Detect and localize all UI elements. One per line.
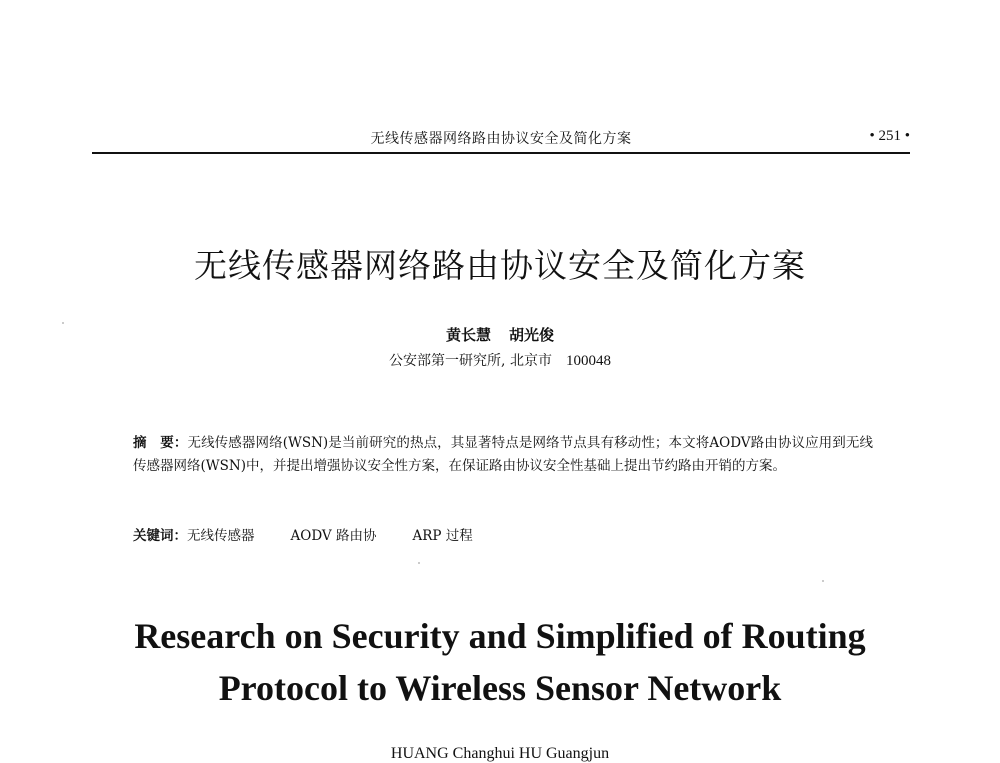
scan-speck — [62, 322, 64, 324]
english-title-line: Research on Security and Simplified of Routing — [134, 616, 866, 656]
postcode: 100048 — [565, 353, 611, 369]
running-header — [92, 126, 910, 154]
scan-speck — [822, 580, 824, 582]
keyword: AODV 路由协 — [290, 528, 377, 544]
abstract-label: 摘 要： — [133, 435, 188, 451]
chinese-authors — [0, 324, 1000, 345]
author-name: 黄长慧 — [445, 326, 491, 344]
scan-speck — [418, 562, 420, 564]
page-number: • 251 • — [869, 128, 910, 144]
english-title-line: Protocol to Wireless Sensor Network — [218, 668, 782, 708]
chinese-affiliation — [0, 350, 1000, 370]
keyword: 无线传感器 — [187, 528, 255, 544]
english-title — [0, 610, 1000, 714]
keywords-label: 关键词： — [133, 528, 187, 544]
author-name: 胡光俊 — [509, 326, 555, 344]
chinese-title: 无线传感器网络路由协议安全及简化方案 — [194, 246, 806, 285]
running-title: 无线传感器网络路由协议安全及简化方案 — [370, 131, 632, 147]
chinese-keywords — [133, 524, 509, 544]
keyword: ARP 过程 — [412, 528, 473, 544]
english-authors: HUANG Changhui HU Guangjun — [390, 745, 610, 762]
chinese-abstract — [133, 432, 873, 478]
affiliation-text: 公安部第一研究所, 北京市 — [389, 353, 552, 369]
abstract-text: 无线传感器网络(WSN)是当前研究的热点，其显著特点是网络节点具有移动性；本文将AODV路由协议应用到无线传感器网络(WSN)中，并提出增强协议安全性方案，在保证路由协议安全性基础上提出节约路由开销的方案。 — [133, 435, 874, 474]
